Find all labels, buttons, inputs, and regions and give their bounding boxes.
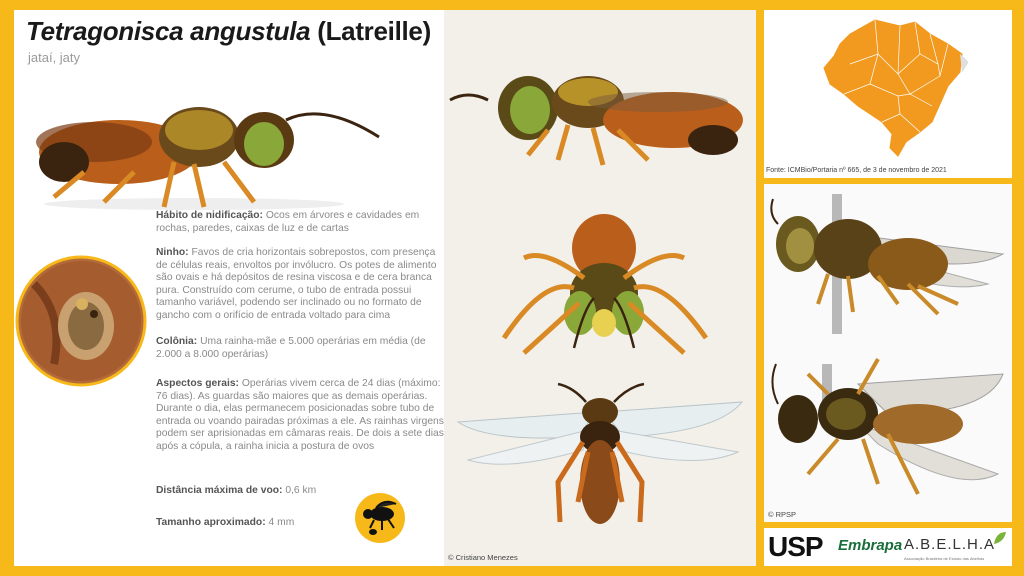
embrapa-logo: Embrapa [838,537,903,554]
colony-info [156,336,446,361]
nest-info [156,247,446,323]
map-source: Fonte: ICMBio/Portaria nº 665, de 3 de novembro de 2021 [766,167,947,174]
pinned-specimen-lateral [768,194,1008,334]
bee-dorsal-view [448,382,752,542]
bee-size-icon [354,492,406,544]
bee-side-view [448,60,748,180]
specimen-panel [764,184,1012,522]
photo-credit: © Cristiano Menezes [448,553,518,562]
general-label: Aspectos gerais: [156,378,239,389]
pinned-specimen-dorsal [768,354,1008,504]
species-title [26,16,431,47]
size-label: Tamanho aproximado: [156,517,266,528]
nesting-info [156,210,446,235]
nesting-label: Hábito de nidificação: [156,210,263,221]
nesting-text: Ocos em árvores e cavidades em rochas, paredes, caixas de luz e de cartas [156,210,420,234]
usp-logo: USP [768,531,823,562]
bee-front-view [484,208,724,358]
abelha-logo: A.B.E.L.H.A [904,536,996,553]
photo-panel [444,10,756,566]
info-panel [14,10,444,566]
common-names: jataí, jaty [28,50,81,65]
nest-text: Favos de cria horizontais sobrepostos, com presença de células reais, envoltos por invólucro. Os potes de alimento são ovais e há depósitos de resina viscosa e de cera branca pura. Construído com cerume, o tubo de entrada possui tamanho variável, podendo ser inclinado ou no formato de gancho com o orifício de entrada voltado para cima [156,247,437,321]
size-text: 4 mm [268,517,295,528]
leaf-icon [992,530,1008,546]
species-author: (Latreille) [317,16,431,46]
bee-side-photo [24,82,384,212]
colony-text: Uma rainha-mãe e 5.000 operárias em média (de 2.000 a 8.000 operárias) [156,336,426,360]
abelha-subtitle: Associação Brasileira de Estudo das Abelhas [904,556,985,561]
flight-label: Distância máxima de voo: [156,485,283,496]
flight-text: 0,6 km [285,485,317,496]
distribution-map-panel [764,10,1012,178]
general-text: Operárias vivem cerca de 24 dias (máximo: 76 dias). As guardas são maiores que as demais operárias. Durante o dia, elas permanecem posicionadas sobre tubo de entrada ou voando pairadas próximas a ele. As rainhas virgens podem ser aprisionadas em câmaras reais. De dois a sete dias após a cópula, a rainha inicia a postura de ovos [156,378,444,452]
general-info [156,378,446,454]
specimen-credit: © RPSP [768,510,797,519]
colony-label: Colônia: [156,336,198,347]
nest-entrance-photo [14,254,148,388]
brazil-map [820,14,970,162]
nest-label: Ninho: [156,247,189,258]
logos-panel [764,528,1012,566]
scientific-name: Tetragonisca angustula [26,16,311,46]
